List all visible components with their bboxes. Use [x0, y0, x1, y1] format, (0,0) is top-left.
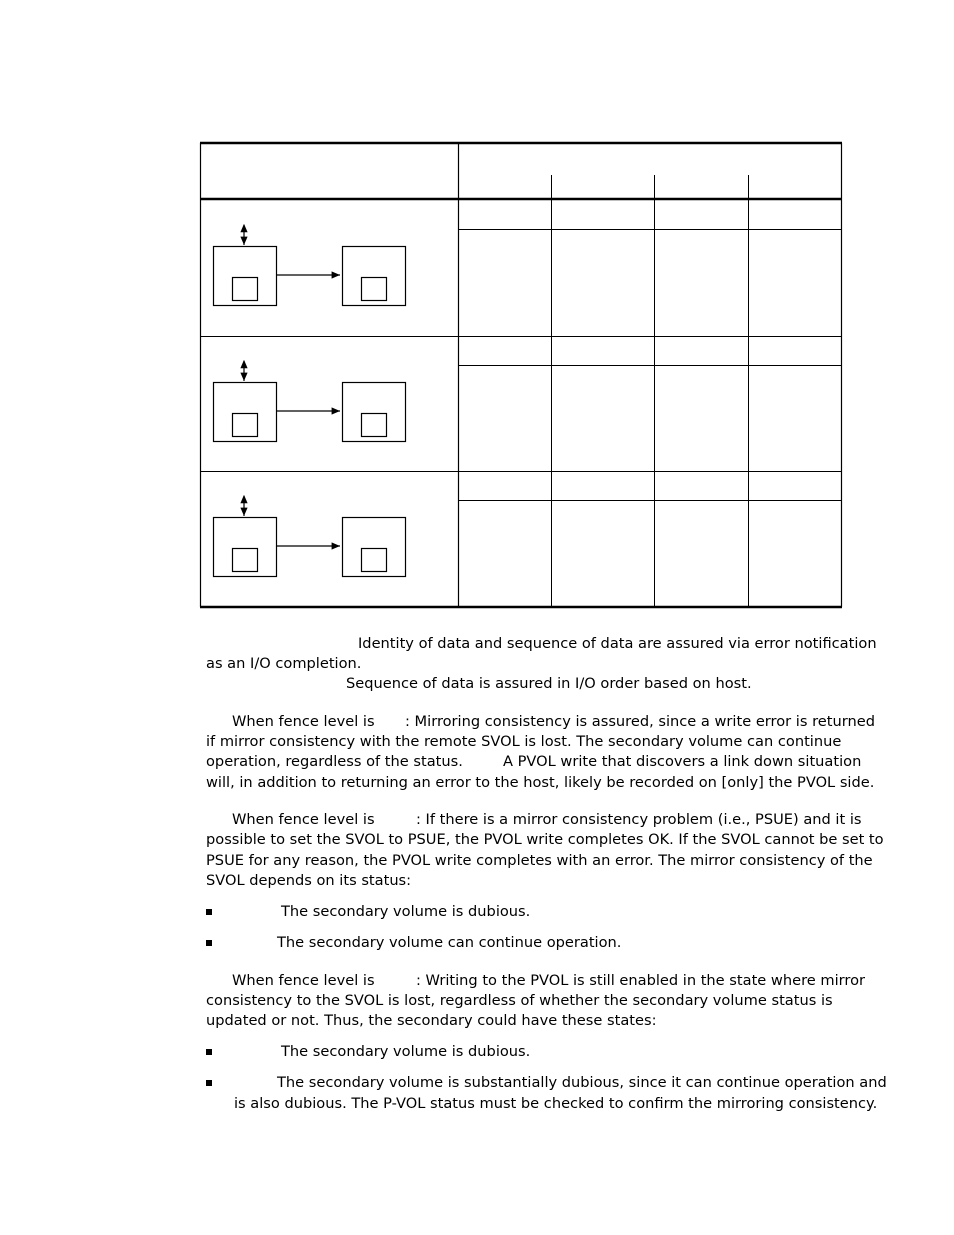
- primary-storage-box: [214, 518, 277, 577]
- never-fence-line-3: updated or not. Thus, the secondary could have these states:: [206, 1012, 657, 1029]
- never-fence-line-1b: : Writing to the PVOL is still enabled in the state where mirror: [416, 972, 865, 989]
- data-fence-line-3a: operation, regardless of the status.: [206, 753, 463, 770]
- never-fence-line-2: consistency to the SVOL is lost, regardless of whether the secondary volume status is: [206, 992, 833, 1009]
- pvol-svol-diagram: [214, 225, 406, 306]
- primary-storage-box: [214, 247, 277, 306]
- secondary-storage-box: [343, 518, 406, 577]
- never-bullet-2: The secondary volume is substantially dubious, since it can continue operation and: [277, 1074, 887, 1091]
- status-bullet-1: The secondary volume is dubious.: [281, 903, 531, 920]
- secondary-storage-box: [343, 247, 406, 306]
- pvol-svol-diagram: [214, 496, 406, 577]
- secondary-storage-box: [343, 383, 406, 442]
- status-fence-line-1b: : If there is a mirror consistency problem (i.e., PSUE) and it is: [416, 811, 862, 828]
- pvol-box: [233, 414, 258, 437]
- status-fence-line-1a: When fence level is: [232, 811, 375, 828]
- data-fence-line-4: will, in addition to returning an error to the host, likely be recorded on [only] the PVOL side.: [206, 774, 875, 791]
- pvol-box: [233, 549, 258, 572]
- svol-box: [362, 414, 387, 437]
- note-identity-line-1: Identity of data and sequence of data are assured via error notification: [358, 635, 877, 652]
- svol-box: [362, 549, 387, 572]
- never-bullet-2-continued: is also dubious. The P-VOL status must be checked to confirm the mirroring consistency.: [234, 1095, 878, 1112]
- status-fence-line-2: possible to set the SVOL to PSUE, the PVOL write completes OK. If the SVOL cannot be set to: [206, 831, 884, 848]
- status-fence-line-3: PSUE for any reason, the PVOL write completes with an error. The mirror consistency of the: [206, 852, 873, 869]
- never-fence-line-1a: When fence level is: [232, 972, 375, 989]
- never-bullet-1: The secondary volume is dubious.: [281, 1043, 531, 1060]
- bullet-marker: [206, 1080, 212, 1086]
- bullet-marker: [206, 940, 212, 946]
- data-fence-line-3b: A PVOL write that discovers a link down situation: [503, 753, 862, 770]
- svol-box: [362, 278, 387, 301]
- status-bullet-2: The secondary volume can continue operation.: [277, 934, 622, 951]
- primary-storage-box: [214, 383, 277, 442]
- pvol-svol-diagram: [214, 361, 406, 442]
- bullet-marker: [206, 909, 212, 915]
- note-sequence: Sequence of data is assured in I/O order based on host.: [346, 675, 752, 692]
- data-fence-line-1b: : Mirroring consistency is assured, since a write error is returned: [405, 713, 875, 730]
- data-fence-line-1a: When fence level is: [232, 713, 375, 730]
- note-identity-line-2: as an I/O completion.: [206, 655, 362, 672]
- data-fence-line-2: if mirror consistency with the remote SVOL is lost. The secondary volume can continue: [206, 733, 842, 750]
- pvol-box: [233, 278, 258, 301]
- bullet-marker: [206, 1049, 212, 1055]
- status-fence-line-4: SVOL depends on its status:: [206, 872, 412, 889]
